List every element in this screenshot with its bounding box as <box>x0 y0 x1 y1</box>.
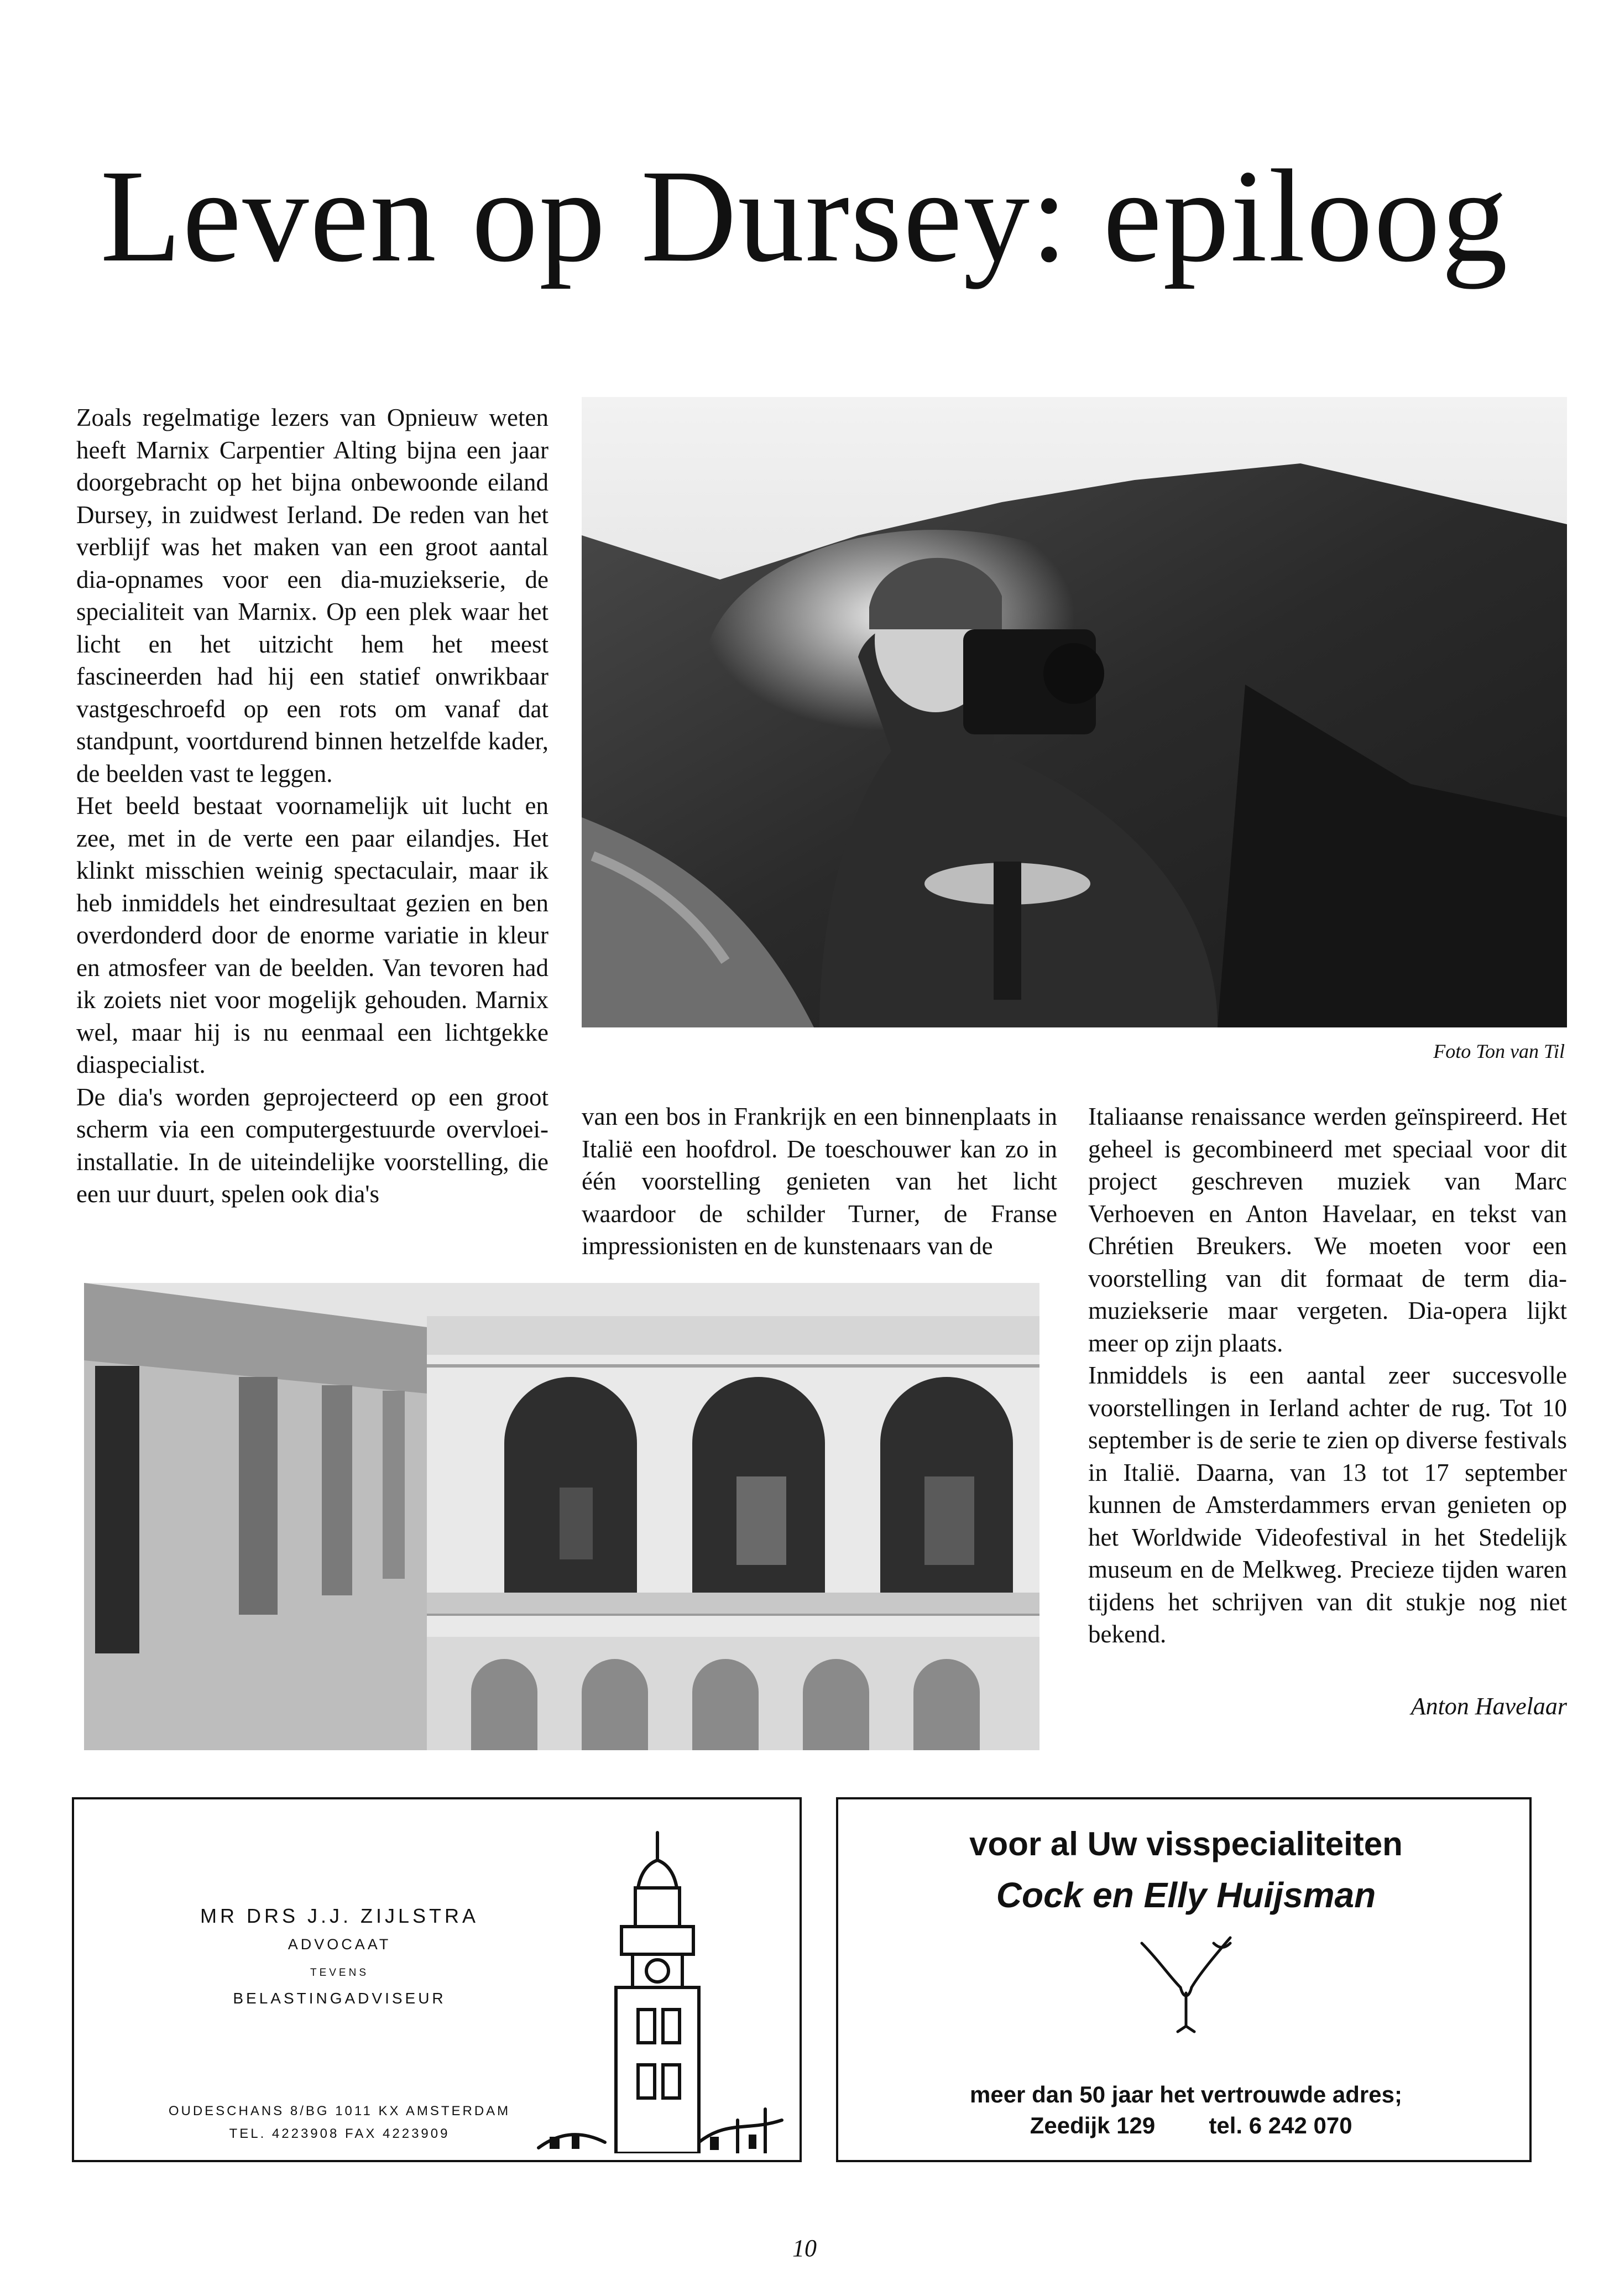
ad-lawyer-address: OUDESCHANS 8/BG 1011 KX AMSTERDAM <box>168 2104 511 2118</box>
fish-logo-icon <box>1131 1927 1241 2048</box>
article-column-1 <box>76 401 548 1210</box>
article-column-2 <box>582 1100 1057 1262</box>
ad-fish-address: Zeedijk 129 <box>1030 2112 1156 2138</box>
ad-lawyer <box>72 1797 802 2162</box>
ad-fish <box>836 1797 1532 2162</box>
paragraph: De dia's worden geprojecteerd op een groot scherm via een computergestuurde overvloei-installatie. In de uiteindelijke voorstelling, die een uur duurt, spelen ook dia's <box>76 1083 548 1208</box>
article-column-3 <box>1088 1100 1567 1651</box>
ad-fish-name: Cock en Elly Huijsman <box>996 1875 1376 1915</box>
courtyard-photo <box>84 1283 1039 1750</box>
article-author: Anton Havelaar <box>1411 1693 1567 1720</box>
tower-illustration <box>527 1822 793 2153</box>
paragraph: van een bos in Frankrijk en een binnenplaats in Italië een hoofdrol. De toeschouwer kan zo in één voorstelling genieten van het licht waardoor de schilder Turner, de Franse impressionisten en de kunstenaars van de <box>582 1103 1057 1260</box>
ad-fish-headline: voor al Uw visspecialiteiten <box>969 1825 1403 1862</box>
paragraph: Zoals regelmatige lezers van Opnieuw weten heeft Marnix Carpentier Alting bijna een jaar doorgebracht op het bijna onbewoonde eiland Dursey, in zuidwest Ierland. De reden van het verblijf was het maken van een groot aantal dia-opnames voor een dia-muziekserie, de specialiteit van Marnix. Op een plek waar het licht en het uitzicht hem het meest fascineerden had hij een statief onwrikbaar vastgeschroefd op een rots om vanaf dat standpunt, voortdurend binnen hetzelfde kader, de beelden vast te leggen. <box>76 404 548 787</box>
paragraph: Het beeld bestaat voornamelijk uit lucht en zee, met in de verte een paar eilandjes. Het klinkt misschien weinig spectaculair, maar ik heb inmiddels het eindresultaat gezien en ben overdonderd door de enorme variatie in kleur en atmosfeer van de beelden. Van tevoren had ik zoiets niet voor mogelijk gehouden. Marnix wel, maar hij is nu eenmaal een lichtgekke diaspecialist. <box>76 792 548 1078</box>
article-title: Leven op Dursey: epiloog <box>100 142 1509 289</box>
ad-lawyer-phone: TEL. 4223908 FAX 4223909 <box>229 2126 450 2141</box>
photographer-photo-image <box>582 397 1567 1027</box>
ad-fish-phone: tel. 6 242 070 <box>1209 2112 1352 2138</box>
ad-lawyer-line2: TEVENS <box>310 1967 369 1979</box>
photographer-photo <box>582 397 1567 1027</box>
ad-lawyer-line1: ADVOCAAT <box>288 1936 391 1953</box>
courtyard-photo-image <box>84 1283 1039 1750</box>
ad-lawyer-name: MR DRS J.J. ZIJLSTRA <box>200 1904 479 1927</box>
ad-fish-tagline: meer dan 50 jaar het vertrouwde adres; <box>970 2081 1402 2107</box>
photo-credit: Foto Ton van Til <box>1433 1040 1565 1062</box>
ad-lawyer-line3: BELASTINGADVISEUR <box>233 1990 446 2007</box>
paragraph: Italiaanse renaissance werden geïnspireerd. Het geheel is gecombineerd met speciaal voor dit project geschreven muziek van Marc Verhoeven en Anton Havelaar, en tekst van Chrétien Breukers. We moeten voor een voorstelling van dit formaat de term dia-muziekserie maar vergeten. Dia-opera lijkt meer op zijn plaats. <box>1088 1103 1567 1357</box>
page-number: 10 <box>792 2235 817 2262</box>
paragraph: Inmiddels is een aantal zeer succesvolle voorstellingen in Ierland achter de rug. Tot 10 september is de serie te zien op diverse festivals in Italië. Daarna, van 13 tot 17 september kunnen de Amsterdammers ervan genieten op het Worldwide Videofestival in het Stedelijk museum en de Melkweg. Precieze tijden waren tijdens het schrijven van dit stukje nog niet bekend. <box>1088 1361 1567 1648</box>
